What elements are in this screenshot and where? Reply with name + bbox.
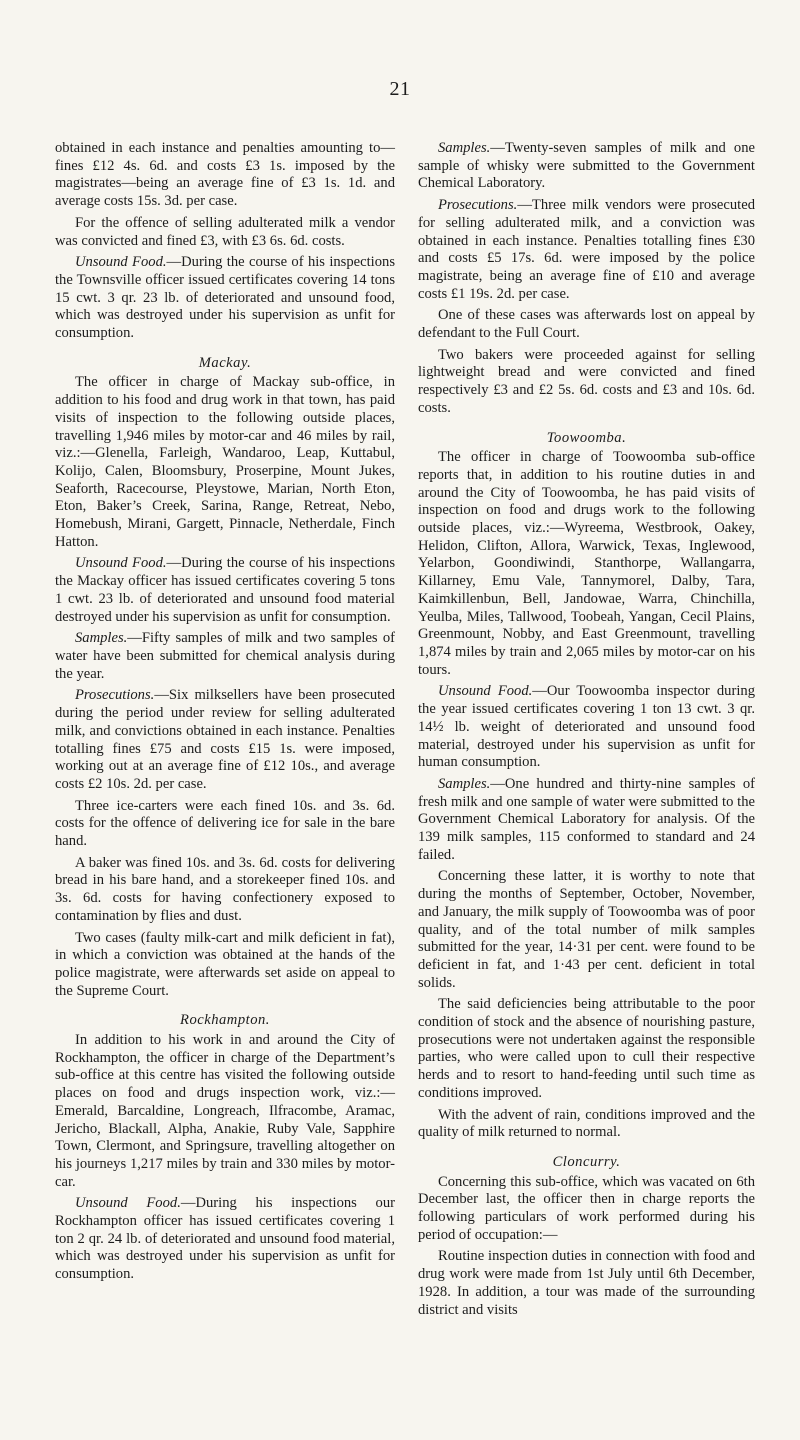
paragraph-text: —One hundred and thirty-nine samples of fresh milk and one sample of water were submitted to the Government Chemical Laboratory for analysis. Of the 139 milk samples, 115 conformed to standard and 24 failed. xyxy=(418,775,755,863)
paragraph: obtained in each instance and penalties amounting to—fines £12 4s. 6d. and costs £3 1s. imposed by the magistrates—being an average fine of £3 1s. 1d. and average costs 15s. 3d. per case. xyxy=(55,140,395,210)
paragraph xyxy=(55,1195,395,1284)
paragraph: A baker was fined 10s. and 3s. 6d. costs for delivering bread in his bare hand, and a storekeeper fined 10s. and 3s. 6d. costs for having confectionery exposed to contamination by flies and dust. xyxy=(55,854,395,924)
paragraph xyxy=(418,140,755,193)
paragraph xyxy=(418,776,755,865)
section-heading-toowoomba: Toowoomba. xyxy=(546,429,627,446)
paragraph: The officer in charge of Mackay sub-office, in addition to his food and drug work in that town, has paid visits of inspection to the following outside places, travelling 1,946 miles by motor-car and 46 miles by rail, viz.:—Glenella, Farleigh, Wandaroo, Leap, Kuttabul, Kolijo, Calen, Bloomsbury, Proserpine, Mount Jukes, Seaforth, Racecourse, Pleystowe, Marian, North Eton, Eton, Baker’s Creek, Sarina, Range, Retreat, Nebo, Homebush, Mirani, Gargett, Pinnacle, Netherdale, Finch Hatton. xyxy=(55,374,395,550)
paragraph-lead: Unsound Food. xyxy=(75,1195,181,1212)
paragraph xyxy=(55,630,395,683)
section-heading-rockhampton: Rockhampton. xyxy=(180,1012,270,1029)
paragraph: With the advent of rain, conditions improved and the quality of milk returned to normal. xyxy=(418,1106,755,1141)
paragraph: Three ice-carters were each fined 10s. and 3s. 6d. costs for the offence of delivering ice for sale in the bare hand. xyxy=(55,797,395,850)
paragraph-text: —During the course of his inspections the Townsville officer issued certificates covering 14 tons 15 cwt. 3 qr. 23 lb. of deteriorated and unsound food, which was destroyed under his supervision as unfit for consumption. xyxy=(55,254,395,342)
paragraph: Two bakers were proceeded against for selling lightweight bread and were convicted and fined respectively £3 and £2 5s. 6d. costs and £3 and 10s. 6d. costs. xyxy=(418,346,755,416)
paragraph: Concerning these latter, it is worthy to note that during the months of September, October, November, and January, the milk supply of Toowoomba was of poor quality, and of the total number of milk samples submitted for the year, 14·31 per cent. were found to be deficient in fat, and 1·43 per cent. deficient in total solids. xyxy=(418,868,755,991)
paragraph: The said deficiencies being attributable to the poor condition of stock and the absence of nourishing pasture, prosecutions were not undertaken against the responsible parties, who were called upon to cull their respective herds and to resort to hand-feeding until such time as conditions improved. xyxy=(418,996,755,1101)
paragraph xyxy=(55,687,395,793)
paragraph-lead: Prosecutions. xyxy=(438,197,518,214)
section-heading-cloncurry: Cloncurry. xyxy=(552,1153,621,1170)
paragraph-lead: Samples. xyxy=(438,775,491,792)
paragraph: One of these cases was afterwards lost on appeal by defendant to the Full Court. xyxy=(418,307,755,342)
paragraph xyxy=(55,254,395,343)
paragraph xyxy=(418,197,755,303)
paragraph-text: —Our Toowoomba inspector during the year issued certificates covering 1 ton 13 cwt. 3 qr. 14½ lb. weight of deteriorated and unsound food material, destroyed under his supervision as unfit for human consumption. xyxy=(418,683,755,771)
paragraph: Two cases (faulty milk-cart and milk deficient in fat), in which a conviction was obtained at the hands of the police magistrate, were afterwards set aside on appeal to the Supreme Court. xyxy=(55,929,395,999)
paragraph-lead: Samples. xyxy=(438,140,491,156)
paragraph: For the offence of selling adulterated milk a vendor was convicted and fined £3, with £3 6s. 6d. costs. xyxy=(55,214,395,249)
paragraph-text: —During his inspections our Rockhampton officer has issued certificates covering 1 ton 2 qr. 24 lb. of deteriorated and unsound food material, which was destroyed under his supervision as unfit for consumption. xyxy=(55,1195,395,1283)
section-heading-mackay: Mackay. xyxy=(198,354,252,371)
right-column xyxy=(418,140,755,1323)
paragraph-text: —Three milk vendors were prosecuted for selling adulterated milk, and a conviction was obtained in each instance. Penalties totalling fines £30 and costs £5 17s. 6d. were imposed by the police magistrate, being an average fine of £10 and average costs £1 19s. 2d. per case. xyxy=(418,197,755,302)
paragraph-lead: Samples. xyxy=(75,630,128,647)
left-column xyxy=(55,140,395,1288)
paragraph-text: —Twenty-seven samples of milk and one sample of whisky were submitted to the Government Chemical Laboratory. xyxy=(418,140,755,192)
paragraph xyxy=(55,555,395,626)
paragraph-lead: Prosecutions. xyxy=(75,687,155,704)
paragraph-lead: Unsound Food. xyxy=(75,555,167,572)
paragraph-text: —Six milksellers have been prosecuted during the period under review for selling adulterated milk, and convictions obtained in each instance. Penalties totalling fines £75 and costs £15 1s. were imposed, working out at an average fine of £12 10s., and average costs £2 10s. 2d. per case. xyxy=(55,687,395,792)
paragraph: The officer in charge of Toowoomba sub-office reports that, in addition to his routine duties in and around the City of Toowoomba, he has paid visits of inspection on food and drugs work to the following outside places, viz.:—Wyreema, Westbrook, Oakey, Helidon, Clifton, Allora, Warwick, Texas, Inglewood, Yelarbon, Goondiwindi, Stanthorpe, Wallangarra, Killarney, Emu Vale, Tannymorel, Dalby, Tara, Kaimkillenbun, Bell, Jandowae, Warra, Chinchilla, Yeulba, Miles, Tallwood, Toobeah, Yangan, Cecil Plains, Greenmount, Nobby, and East Greenmount, travelling 1,874 miles by train and 2,065 miles by motor-car on his tours. xyxy=(418,449,755,678)
paragraph xyxy=(418,683,755,772)
paragraph-lead: Unsound Food. xyxy=(438,683,533,700)
paragraph-text: —During the course of his inspections the Mackay officer has issued certificates covering 5 tons 1 cwt. 23 lb. of deteriorated and unsound food material destroyed under his supervision as unfit for consumption. xyxy=(55,555,395,625)
paragraph: In addition to his work in and around the City of Rockhampton, the officer in charge of the Department’s sub-office at this centre has visited the following outside places on food and drugs inspection work, viz.:—Emerald, Barcaldine, Longreach, Ilfracombe, Aramac, Jericho, Blackall, Alpha, Anakie, Ruby Vale, Sapphire Town, Clermont, and Springsure, travelling altogether on his journeys 1,217 miles by train and 330 miles by motor-car. xyxy=(55,1032,395,1190)
paragraph: Concerning this sub-office, which was vacated on 6th December last, the officer then in charge reports the following particulars of work performed during his period of occupation:— xyxy=(418,1173,755,1243)
page-number: 21 xyxy=(389,78,411,100)
paragraph-text: —Fifty samples of milk and two samples of water have been submitted for chemical analysis during the year. xyxy=(55,630,395,682)
paragraph: Routine inspection duties in connection with food and drug work were made from 1st July until 6th December, 1928. In addition, a tour was made of the surrounding district and visits xyxy=(418,1248,755,1318)
paragraph-lead: Unsound Food. xyxy=(75,254,167,271)
